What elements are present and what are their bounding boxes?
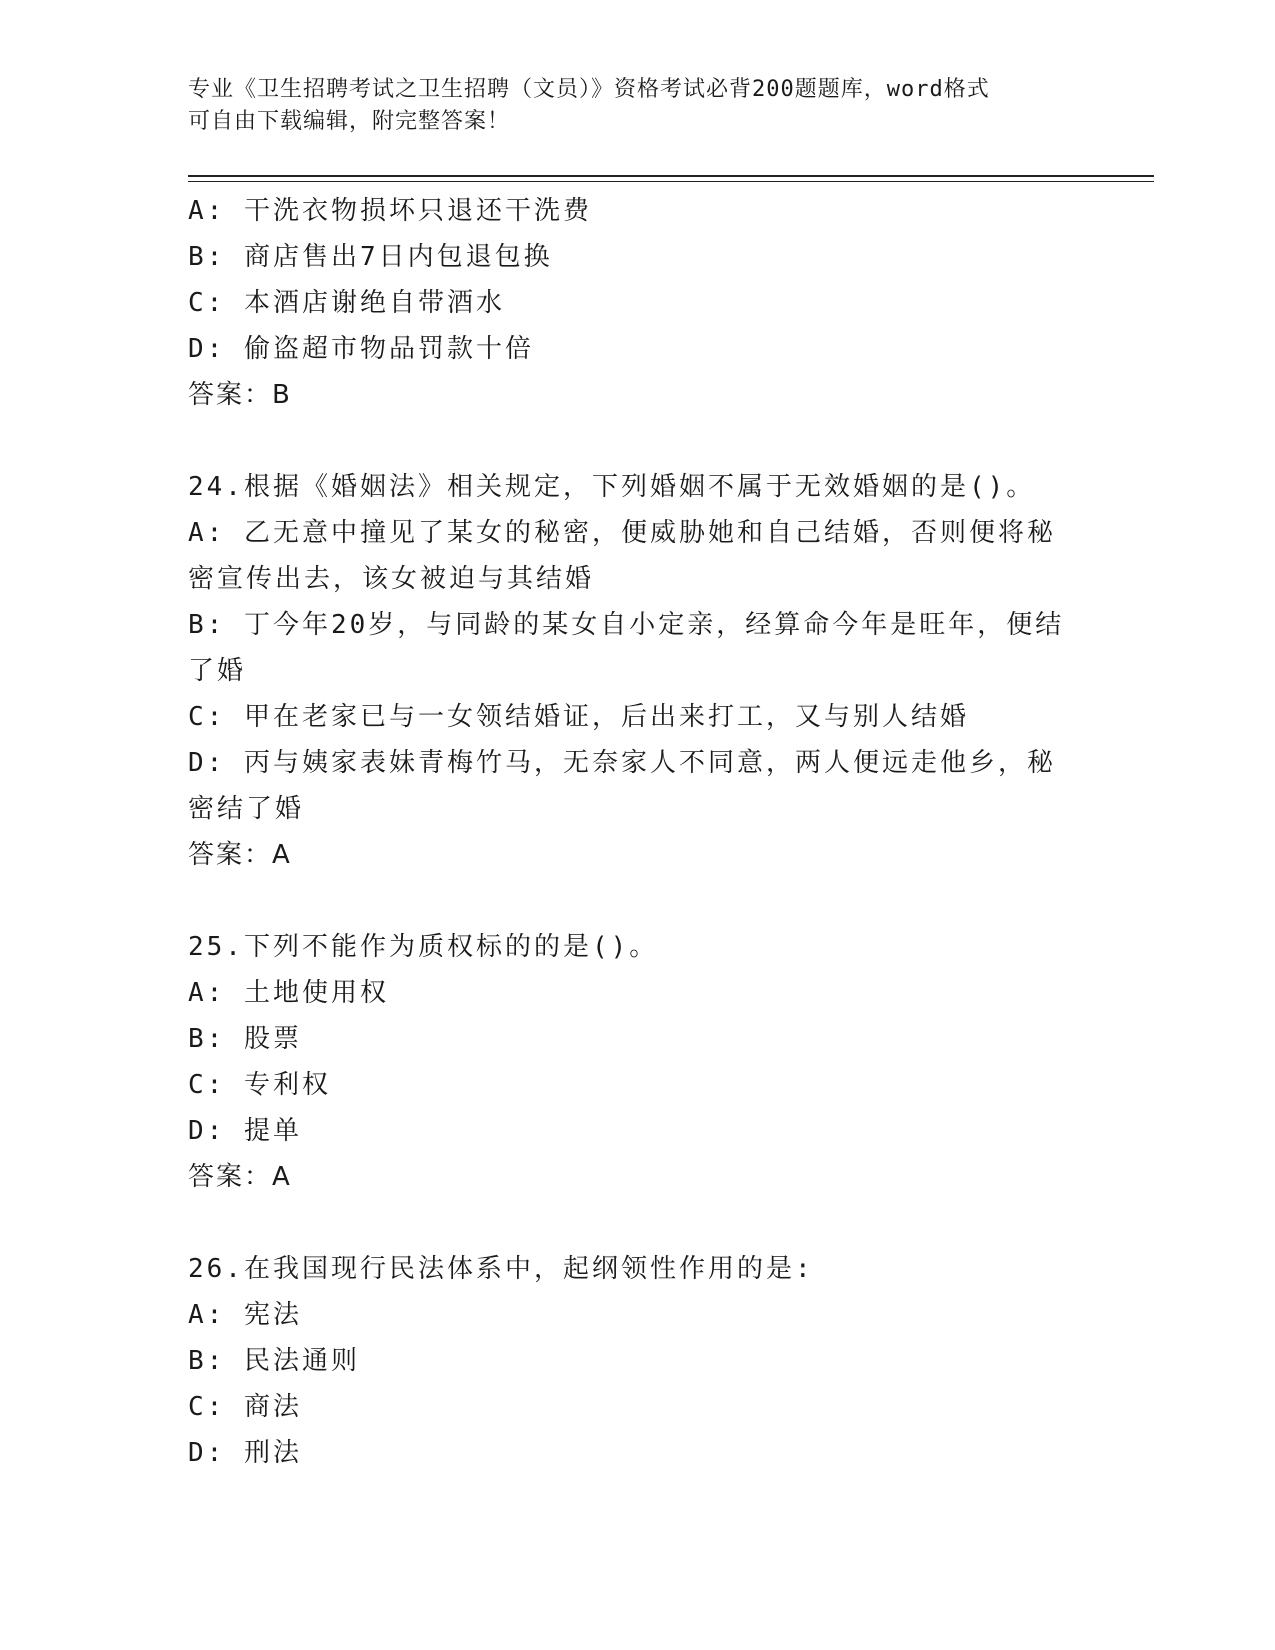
option-d: D: 刑法 (188, 1438, 302, 1468)
option-b: B: 股票 (188, 1024, 302, 1054)
option-b: B: 民法通则 (188, 1346, 360, 1376)
header-rule-thin (188, 181, 1154, 182)
option-c: C: 专利权 (188, 1070, 331, 1100)
option-a: A: 宪法 (188, 1300, 302, 1330)
option-c: C: 本酒店谢绝自带酒水 (188, 288, 505, 318)
question-block-24 (188, 464, 1078, 878)
option-c: C: 甲在老家已与一女领结婚证，后出来打工，又与别人结婚 (188, 702, 969, 732)
option-a: A: 干洗衣物损坏只退还干洗费 (188, 196, 592, 226)
question-block-25 (188, 924, 1078, 1200)
header-line-2: 可自由下载编辑，附完整答案！ (188, 109, 511, 134)
question-list (188, 188, 1078, 1476)
option-d: D: 丙与姨家表妹青梅竹马，无奈家人不同意，两人便远走他乡，秘密结了婚 (188, 748, 1056, 824)
question-text: 24.根据《婚姻法》相关规定，下列婚姻不属于无效婚姻的是()。 (188, 472, 1036, 502)
header-line-1: 专业《卫生招聘考试之卫生招聘（文员）》资格考试必背200题题库，word格式 (188, 77, 990, 102)
question-text: 26.在我国现行民法体系中，起纲领性作用的是: (188, 1254, 814, 1284)
answer-line: 答案：A (188, 1162, 292, 1192)
option-a: A: 乙无意中撞见了某女的秘密，便威胁她和自己结婚，否则便将秘密宣传出去，该女被迫与其结婚 (188, 518, 1056, 594)
answer-line: 答案：A (188, 840, 292, 870)
option-c: C: 商法 (188, 1392, 302, 1422)
answer-line: 答案：B (188, 380, 292, 410)
document-header (188, 74, 1068, 138)
question-block-26 (188, 1246, 1078, 1476)
option-d: D: 偷盗超市物品罚款十倍 (188, 334, 534, 364)
option-a: A: 土地使用权 (188, 978, 389, 1008)
option-b: B: 商店售出7日内包退包换 (188, 242, 553, 272)
question-block-23 (188, 188, 1078, 418)
header-rule-thick (188, 175, 1154, 177)
option-b: B: 丁今年20岁，与同龄的某女自小定亲，经算命今年是旺年，便结了婚 (188, 610, 1065, 686)
option-d: D: 提单 (188, 1116, 302, 1146)
question-text: 25.下列不能作为质权标的的是()。 (188, 932, 659, 962)
